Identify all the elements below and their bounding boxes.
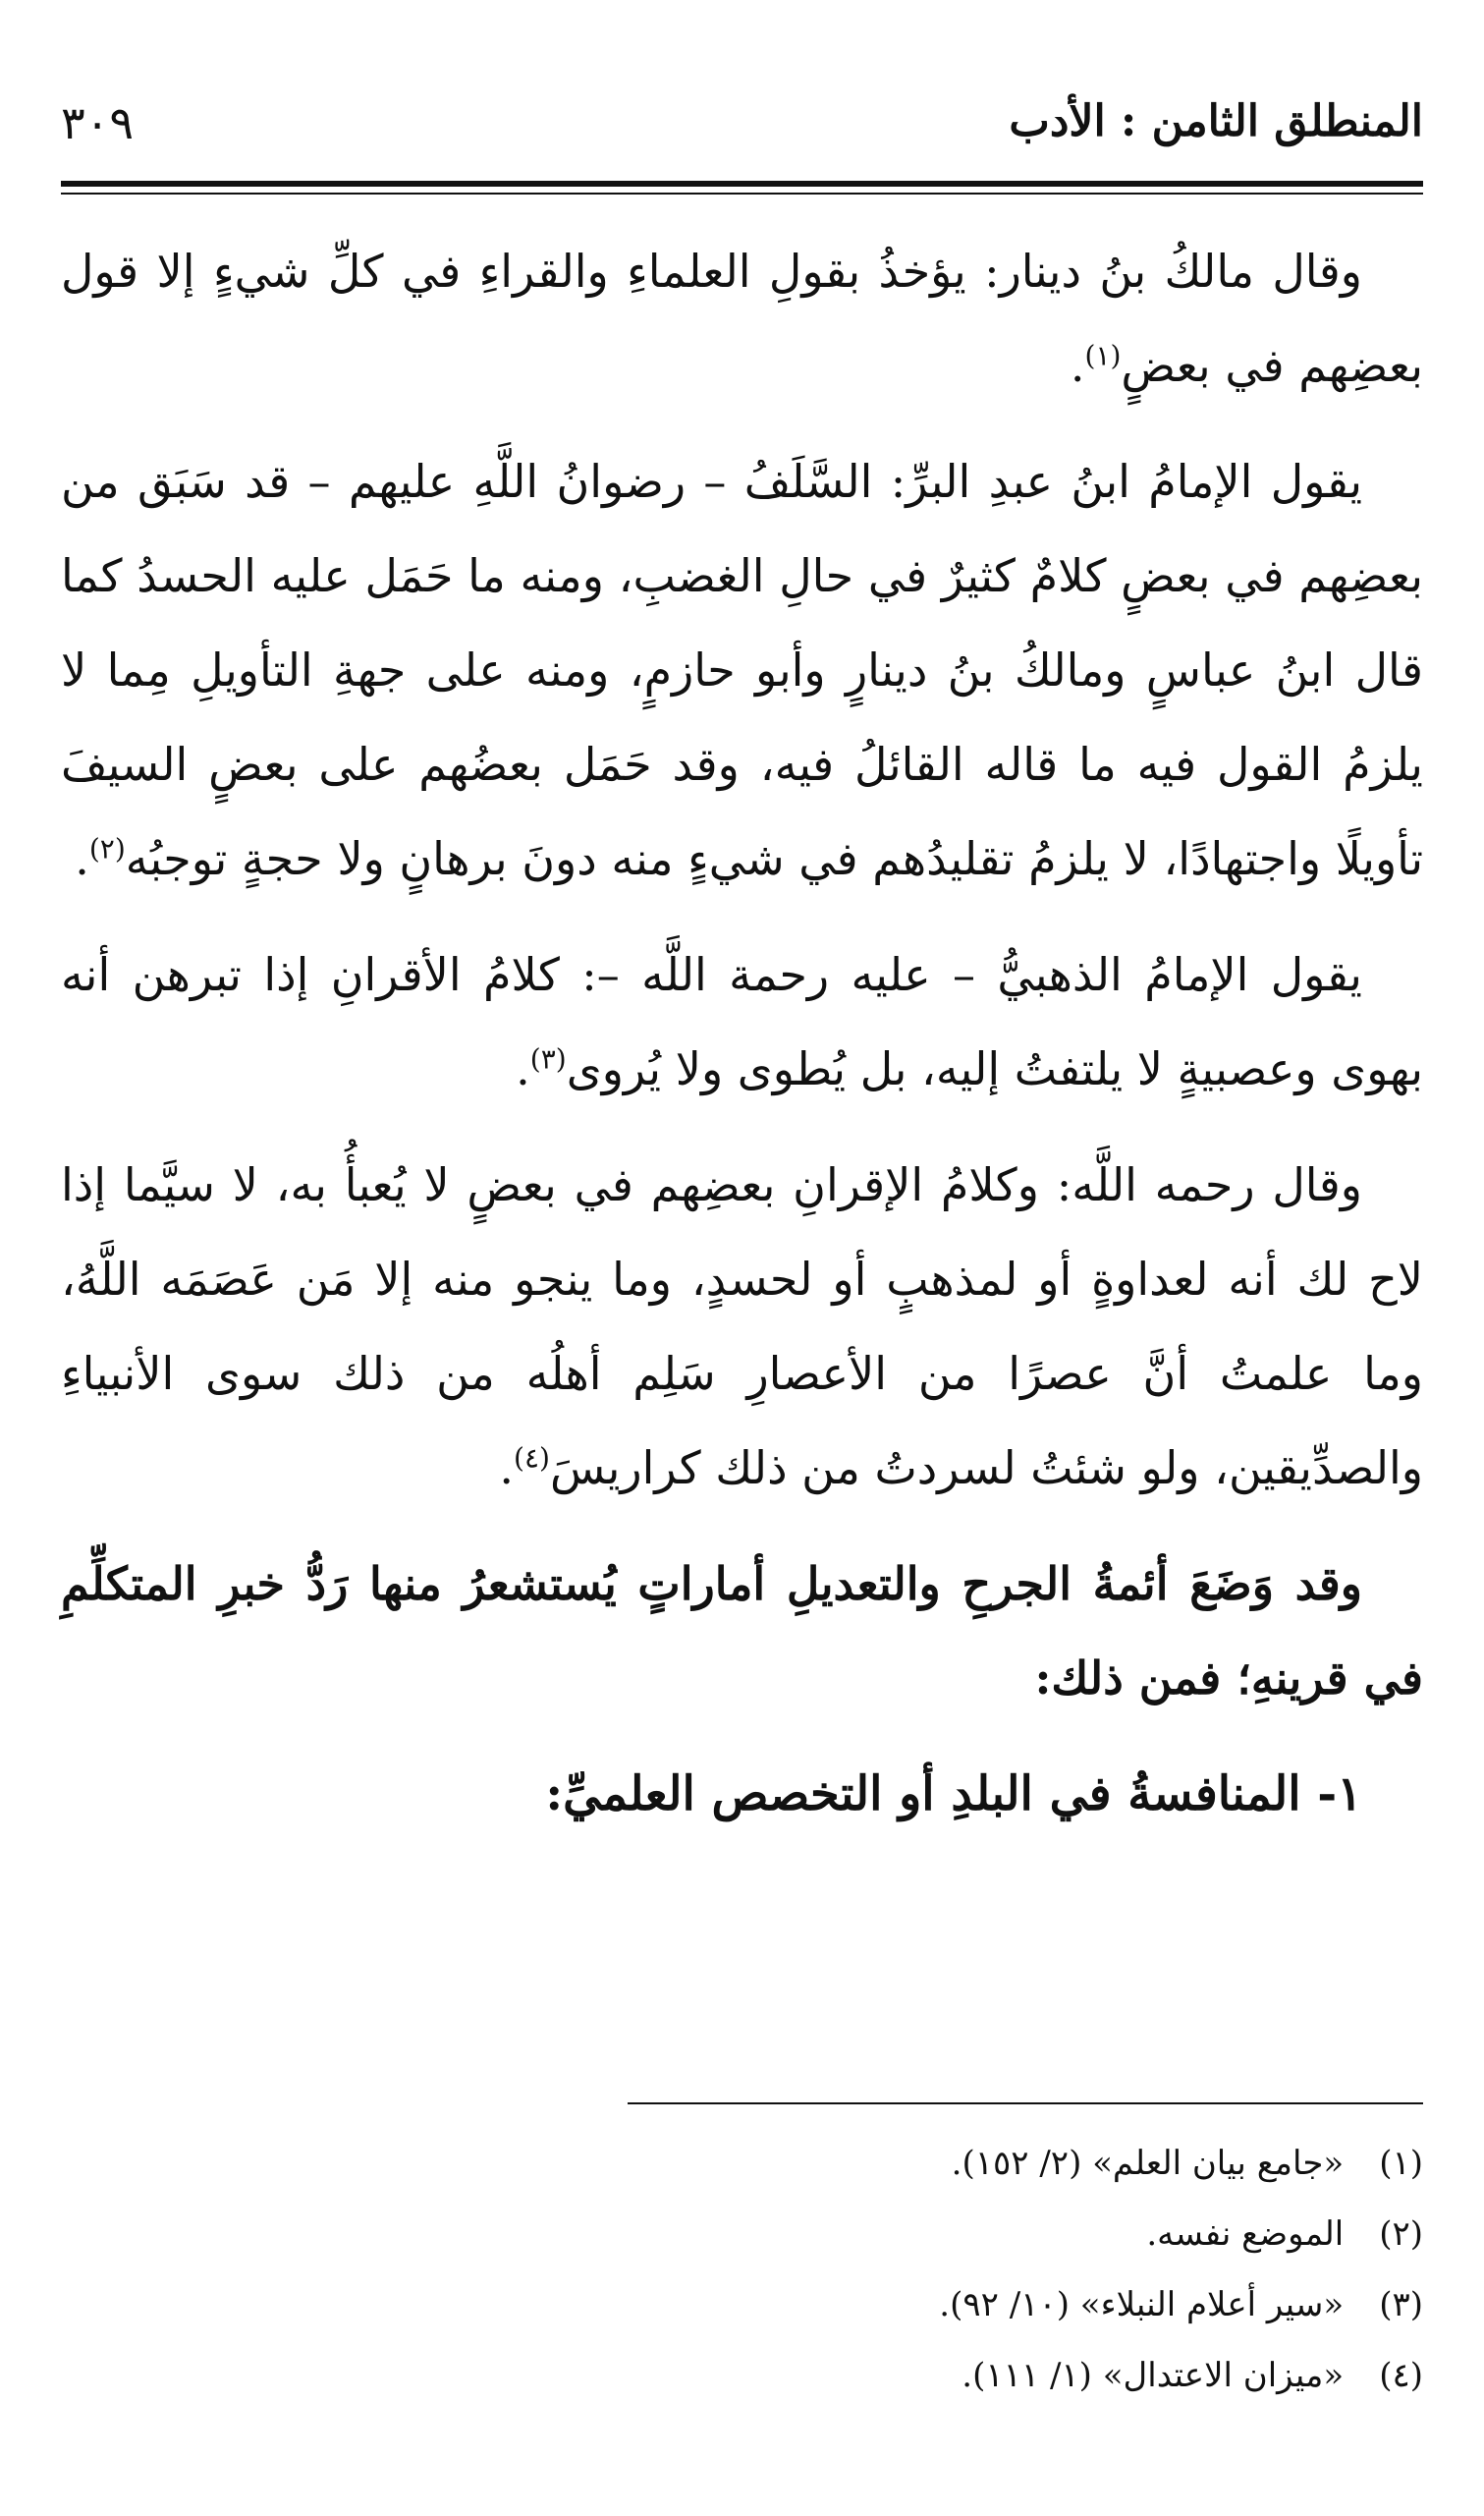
footnote-number: (١): [1379, 2144, 1423, 2183]
header-rule-thin: [61, 193, 1423, 195]
bold-paragraph: وقد وَضَعَ أئمةُ الجرحِ والتعديلِ أماراتٍ يُستشعرُ منها رَدُّ خبرِ المتكلِّمِ في قرينهِ؛ فمن ذلك:: [61, 1557, 1423, 1705]
footnote-item: [61, 2340, 1423, 2411]
footnote-text: «جامع بيان العلم» (٢/ ١٥٢).: [951, 2144, 1345, 2183]
body-text: [61, 224, 1423, 1841]
footnote-text: «ميزان الاعتدال» (١/ ١١١).: [962, 2356, 1345, 2395]
footnote-number: (٤): [1379, 2356, 1423, 2395]
page-number: ٣٠٩: [61, 96, 135, 149]
footnote-ref: (٤): [514, 1441, 550, 1475]
paragraph-dhahabi: [61, 927, 1423, 1116]
paragraph-malik: [61, 224, 1423, 413]
paragraph-end: .: [499, 1441, 515, 1494]
page-header: [61, 86, 1423, 165]
footnote-ref: (٣): [529, 1042, 567, 1076]
paragraph-text: وقال رحمه اللَّه: وكلامُ الإقرانِ بعضِهم في بعضٍ لا يُعبأُ به، لا سيَّما إذا لاح لك أنه لعداوةٍ أو لمذهبٍ أو لحسدٍ، وما ينجو منه إلا مَن عَصَمَه اللَّهُ، وما علمتُ أنَّ عصرًا من الأعصارِ سَلِم أهلُه من ذلك سوى الأنبياءِ والصدِّيقين، ولو شئتُ لسردتُ من ذلك كراريسَ: [61, 1158, 1423, 1494]
paragraph-end: .: [75, 832, 89, 885]
footnote-ref: (١): [1084, 339, 1122, 372]
footnote-text: الموضع نفسه.: [1146, 2214, 1345, 2254]
footnote-item: [61, 2128, 1423, 2199]
section-heading: ١- المنافسةُ في البلدِ أو التخصص العلميِّ:: [545, 1766, 1362, 1821]
footnote-item: [61, 2269, 1423, 2340]
footnote-number: (٢): [1379, 2214, 1423, 2254]
paragraph-dhahabi-2: [61, 1138, 1423, 1515]
paragraph-end: .: [1070, 339, 1085, 392]
header-rule-thick: [61, 181, 1423, 187]
paragraph-ibn-abd-al-barr: [61, 434, 1423, 906]
footnotes: [61, 2128, 1423, 2411]
running-title: المنطلق الثامن : الأدب: [1009, 96, 1423, 146]
paragraph-text: وقال مالكُ بنُ دينار: يؤخذُ بقولِ العلماءِ والقراءِ في كلِّ شيءٍ إلا قول بعضِهم في بعضٍ: [61, 245, 1423, 392]
footnote-divider: [628, 2102, 1423, 2104]
footnote-ref: (٢): [88, 832, 126, 866]
paragraph-text: يقول الإمامُ الذهبيُّ – عليه رحمة اللَّه –: كلامُ الأقرانِ إذا تبرهن أنه بهوى وعصبيةٍ لا يلتفتُ إليه، بل يُطوى ولا يُروى: [61, 948, 1423, 1095]
footnote-number: (٣): [1379, 2285, 1423, 2324]
paragraph-end: .: [516, 1042, 530, 1095]
footnote-text: «سير أعلام النبلاء» (١٠/ ٩٢).: [939, 2285, 1345, 2324]
footnote-item: [61, 2199, 1423, 2269]
paragraph-text: يقول الإمامُ ابنُ عبدِ البرِّ: السَّلَفُ – رضوانُ اللَّهِ عليهم – قد سَبَق من بعضِهم في بعضٍ كلامٌ كثيرٌ في حالِ الغضبِ، ومنه ما حَمَل عليه الحسدُ كما قال ابنُ عباسٍ ومالكُ بنُ دينارٍ وأبو حازمٍ، ومنه على جهةِ التأويلِ مِما لا يلزمُ القول فيه ما قاله القائلُ فيه، وقد حَمَل بعضُهم على بعضٍ السيفَ تأويلًا واجتهادًا، لا يلزمُ تقليدُهم في شيءٍ منه دونَ برهانٍ ولا حجةٍ توجبُه: [61, 455, 1423, 885]
